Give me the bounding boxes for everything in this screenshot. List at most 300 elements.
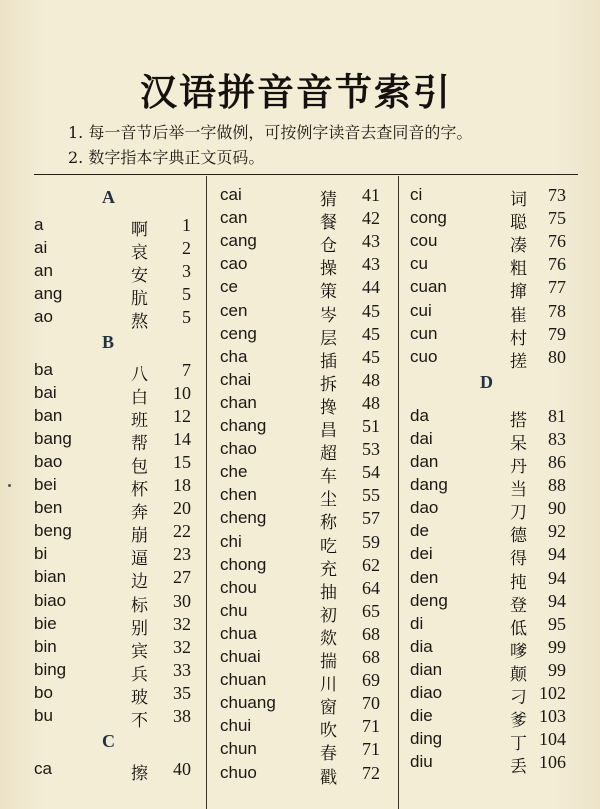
pinyin-syllable: ai	[34, 237, 48, 257]
usage-note-1: 1. 每一音节后举一字做例，可按例字读音去查同音的字。	[68, 123, 473, 142]
page-number: 44	[362, 277, 380, 298]
pinyin-syllable: cai	[220, 185, 242, 204]
pinyin-syllable: chen	[220, 485, 257, 505]
index-entry-ding	[410, 729, 570, 755]
page-number: 71	[362, 716, 380, 737]
example-character: 登	[510, 595, 527, 616]
column-divider-1	[206, 176, 207, 809]
page-number: 75	[548, 208, 566, 229]
example-character: 村	[510, 328, 527, 349]
index-entry-can	[220, 208, 384, 234]
page-number: 33	[173, 659, 191, 680]
pinyin-syllable: chan	[220, 392, 257, 412]
page-title: 汉语拼音音节索引	[140, 71, 452, 114]
page-number: 72	[362, 762, 380, 783]
page-number: 86	[548, 452, 566, 472]
example-character: 充	[320, 559, 337, 580]
usage-note-2: 2. 数字指本字典正文页码。	[68, 148, 265, 167]
pinyin-syllable: chui	[220, 716, 252, 736]
index-entry-diao	[410, 683, 570, 706]
example-character: 嗲	[510, 641, 527, 662]
index-entry-ban	[34, 406, 194, 429]
page-number: 42	[362, 208, 380, 229]
index-entry-chai	[220, 370, 384, 393]
page-number: 27	[173, 567, 191, 588]
example-character: 当	[510, 480, 527, 501]
page-number: 15	[173, 451, 191, 472]
index-entry-dei	[410, 544, 570, 570]
example-character: 杯	[131, 480, 148, 500]
pinyin-syllable: chua	[220, 623, 257, 643]
index-entry-cen	[220, 301, 384, 324]
pinyin-syllable: den	[410, 567, 439, 587]
pinyin-syllable: che	[220, 462, 248, 482]
example-character: 崩	[131, 526, 148, 547]
pinyin-syllable: dan	[410, 452, 439, 471]
page-number: 102	[539, 683, 566, 703]
index-entry-chen	[220, 485, 384, 511]
pinyin-syllable: ben	[34, 498, 63, 518]
pinyin-syllable: dia	[410, 636, 433, 656]
pinyin-syllable: chou	[220, 577, 257, 597]
index-entry-ben	[34, 498, 194, 524]
pinyin-syllable: bei	[34, 475, 57, 494]
index-entry-beng	[34, 521, 194, 547]
example-character: 丢	[510, 757, 527, 778]
page-number: 30	[173, 590, 191, 611]
pinyin-syllable: dian	[410, 659, 443, 679]
pinyin-syllable: ao	[34, 306, 53, 326]
example-character: 刀	[510, 503, 527, 524]
index-entry-cao	[220, 254, 384, 280]
page-number: 48	[362, 369, 380, 390]
example-character: 窗	[320, 698, 337, 719]
example-character: 奔	[131, 503, 148, 524]
example-character: 德	[510, 526, 527, 547]
index-entry-dai	[410, 429, 570, 452]
index-entry-bie	[34, 614, 194, 637]
pinyin-syllable: ba	[34, 359, 53, 379]
example-character: 川	[320, 675, 337, 696]
example-character: 低	[510, 618, 527, 639]
example-character: 仓	[320, 236, 337, 257]
page-number: 70	[362, 693, 380, 714]
page-number: 38	[173, 706, 191, 726]
index-entry-cuo	[410, 347, 570, 370]
index-entry-ba	[34, 360, 194, 383]
index-entry-chi	[220, 532, 384, 555]
pinyin-syllable: ding	[410, 729, 443, 749]
example-character: 别	[131, 618, 148, 639]
example-character: 肮	[131, 288, 148, 309]
pinyin-syllable: an	[34, 260, 53, 280]
pinyin-syllable: cu	[410, 254, 428, 274]
index-entry-chao	[220, 439, 384, 465]
page-number: 40	[173, 758, 191, 779]
pinyin-syllable: chuo	[220, 762, 257, 782]
pinyin-syllable: bian	[34, 567, 67, 587]
example-character: 层	[320, 328, 337, 349]
pinyin-syllable: diao	[410, 683, 443, 702]
example-character: 超	[320, 444, 337, 465]
example-character: 聪	[510, 213, 527, 234]
pinyin-syllable: dai	[410, 428, 433, 448]
pinyin-syllable: cuo	[410, 346, 438, 366]
page-number: 10	[173, 382, 191, 403]
page-number: 94	[548, 544, 566, 565]
example-character: 边	[131, 572, 148, 593]
index-entry-cong	[410, 208, 570, 234]
example-character: 吃	[320, 536, 337, 557]
example-character: 宾	[131, 641, 148, 662]
section-letter-a: A	[102, 187, 115, 207]
page-number: 62	[362, 554, 380, 575]
pinyin-syllable: chi	[220, 531, 242, 551]
index-entry-chang	[220, 416, 384, 439]
pinyin-syllable: chai	[220, 369, 252, 389]
page-number: 1	[182, 214, 191, 235]
page-number: 65	[362, 600, 380, 621]
page-number: 90	[548, 498, 566, 519]
index-entry-ce	[220, 277, 384, 303]
example-character: 搓	[510, 351, 527, 372]
index-entry-cun	[410, 324, 570, 347]
pinyin-syllable: ang	[34, 283, 63, 303]
example-character: 插	[320, 351, 337, 372]
example-character: 爹	[510, 711, 527, 732]
page-number: 57	[362, 508, 380, 529]
page-number: 43	[362, 254, 380, 275]
page-number: 5	[182, 283, 191, 304]
pinyin-syllable: chuan	[220, 670, 267, 690]
section-letter-b: B	[102, 332, 115, 352]
example-character: 词	[510, 190, 527, 210]
example-character: 刁	[510, 688, 527, 708]
example-character: 搭	[510, 410, 527, 431]
index-entry-che	[220, 462, 384, 488]
pinyin-syllable: biao	[34, 590, 67, 610]
index-entry-bian	[34, 567, 194, 593]
pinyin-syllable: de	[410, 521, 429, 541]
index-entry-chua	[220, 624, 384, 647]
index-entry-cang	[220, 231, 384, 257]
index-entry-chuai	[220, 647, 384, 670]
pinyin-syllable: ci	[410, 185, 423, 204]
index-entry-ang	[34, 284, 194, 307]
index-entry-da	[410, 406, 570, 429]
example-character: 帮	[131, 433, 148, 454]
page-number: 41	[362, 185, 380, 205]
page-number: 73	[548, 185, 566, 205]
index-entry-bi	[34, 544, 194, 570]
pinyin-syllable: cui	[410, 300, 432, 320]
pinyin-syllable: bin	[34, 636, 57, 656]
index-entry-cu	[410, 254, 570, 280]
example-character: 丹	[510, 457, 527, 477]
example-character: 熬	[131, 311, 148, 332]
pinyin-syllable: bang	[34, 428, 72, 448]
pinyin-syllable: ce	[220, 277, 238, 297]
example-character: 揣	[320, 652, 337, 672]
index-entry-ci	[410, 185, 570, 208]
pinyin-syllable: cong	[410, 208, 447, 228]
page-number: 18	[173, 475, 191, 495]
example-character: 春	[320, 744, 337, 765]
pinyin-syllable: diu	[410, 752, 433, 772]
pinyin-syllable: da	[410, 405, 429, 425]
index-entry-bei	[34, 475, 194, 498]
example-character: 得	[510, 549, 527, 570]
pinyin-syllable: bai	[34, 382, 57, 402]
index-entry-bai	[34, 383, 194, 406]
pinyin-syllable: chuang	[220, 693, 276, 713]
index-entry-de	[410, 521, 570, 547]
page-number: 7	[182, 359, 191, 380]
index-entry-dang	[410, 475, 570, 501]
index-entry-cheng	[220, 508, 384, 534]
example-character: 扽	[510, 572, 527, 593]
index-entry-chuang	[220, 693, 384, 719]
pinyin-syllable: die	[410, 706, 433, 726]
page-number: 94	[548, 567, 566, 588]
example-character: 操	[320, 259, 337, 280]
example-character: 猜	[320, 190, 337, 210]
page-number: 23	[173, 544, 191, 565]
page-number: 20	[173, 498, 191, 519]
index-entry-biao	[34, 591, 194, 614]
page-number: 32	[173, 636, 191, 657]
index-entry-chuo	[220, 763, 384, 786]
column-divider-2	[398, 176, 399, 809]
page-number: 103	[539, 706, 566, 727]
page-number: 83	[548, 428, 566, 449]
page-number: 76	[548, 231, 566, 252]
page-number: 22	[173, 521, 191, 542]
example-character: 逼	[131, 549, 148, 570]
page-number: 45	[362, 300, 380, 321]
pinyin-syllable: cang	[220, 231, 257, 251]
index-entry-chong	[220, 555, 384, 578]
example-character: 白	[131, 387, 148, 408]
page-number: 2	[182, 237, 191, 258]
page-number: 64	[362, 577, 380, 598]
page-number: 53	[362, 439, 380, 460]
index-entry-bo	[34, 683, 194, 706]
pinyin-syllable: cheng	[220, 508, 267, 528]
example-character: 戳	[320, 767, 337, 788]
page-number: 5	[182, 306, 191, 327]
pinyin-syllable: chuai	[220, 647, 261, 666]
example-character: 粗	[510, 259, 527, 280]
index-entry-bing	[34, 660, 194, 683]
index-entry-dao	[410, 498, 570, 524]
index-entry-bao	[34, 452, 194, 475]
page-number: 12	[173, 405, 191, 426]
page-number: 59	[362, 531, 380, 552]
page-number: 3	[182, 260, 191, 281]
index-entry-cuan	[410, 277, 570, 303]
pinyin-syllable: chang	[220, 416, 267, 435]
page-number: 78	[548, 300, 566, 321]
page-number: 45	[362, 323, 380, 344]
margin-speck	[8, 484, 11, 487]
index-entry-chui	[220, 716, 384, 742]
index-entry-diu	[410, 752, 570, 778]
example-character: 班	[131, 410, 148, 431]
page-number: 71	[362, 739, 380, 760]
page-number: 99	[548, 636, 566, 657]
page-number: 32	[173, 613, 191, 634]
index-entry-dian	[410, 660, 570, 683]
example-character: 初	[320, 605, 337, 626]
page-number: 51	[362, 416, 380, 436]
pinyin-syllable: bi	[34, 544, 48, 564]
page-number: 106	[539, 752, 566, 773]
index-entry-cai	[220, 185, 384, 208]
example-character: 称	[320, 513, 337, 534]
page-number: 55	[362, 485, 380, 506]
example-character: 玻	[131, 687, 148, 708]
page-number: 99	[548, 659, 566, 680]
example-character: 呆	[510, 433, 527, 454]
pinyin-syllable: beng	[34, 521, 72, 541]
example-character: 昌	[320, 421, 337, 441]
pinyin-syllable: cen	[220, 300, 248, 320]
example-character: 颠	[510, 664, 527, 685]
example-character: 崔	[510, 305, 527, 326]
page-number: 14	[173, 428, 191, 449]
page-number: 104	[539, 729, 566, 750]
index-entry-deng	[410, 591, 570, 614]
page-number: 79	[548, 323, 566, 344]
pinyin-syllable: bao	[34, 451, 63, 471]
pinyin-syllable: deng	[410, 590, 448, 610]
example-character: 凑	[510, 236, 527, 257]
pinyin-syllable: chong	[220, 554, 267, 574]
pinyin-syllable: dang	[410, 475, 448, 495]
pinyin-syllable: bo	[34, 682, 53, 702]
index-entry-chuan	[220, 670, 384, 696]
page-number: 69	[362, 670, 380, 691]
index-entry-cou	[410, 231, 570, 257]
page-number: 92	[548, 521, 566, 542]
index-entry-bin	[34, 637, 194, 660]
index-entry-chu	[220, 601, 384, 624]
example-character: 安	[131, 265, 148, 286]
index-entry-dan	[410, 452, 570, 475]
example-character: 拆	[320, 374, 337, 395]
page-number: 68	[362, 647, 380, 667]
index-entry-di	[410, 614, 570, 637]
example-character: 岑	[320, 305, 337, 326]
page-number: 94	[548, 590, 566, 611]
index-entry-an	[34, 261, 194, 284]
index-entry-a	[34, 215, 194, 238]
index-entry-chun	[220, 739, 384, 765]
index-entry-chou	[220, 578, 384, 601]
example-character: 餐	[320, 213, 337, 234]
page-number: 68	[362, 623, 380, 644]
page-number: 76	[548, 254, 566, 275]
index-entry-ceng	[220, 324, 384, 347]
index-entry-ai	[34, 238, 194, 261]
example-character: 策	[320, 282, 337, 303]
example-character: 尘	[320, 490, 337, 511]
page-number: 43	[362, 231, 380, 252]
pinyin-syllable: dao	[410, 498, 439, 518]
example-character: 八	[131, 364, 148, 385]
example-character: 哀	[131, 242, 148, 263]
usage-notes	[68, 120, 588, 170]
example-character: 搀	[320, 397, 337, 418]
pinyin-syllable: can	[220, 208, 248, 228]
index-entry-den	[410, 568, 570, 591]
example-character: 丁	[510, 734, 527, 755]
index-entry-cha	[220, 347, 384, 370]
page-number: 80	[548, 346, 566, 367]
index-entry-bang	[34, 429, 194, 452]
pinyin-syllable: cou	[410, 231, 438, 251]
example-character: 抽	[320, 582, 337, 603]
example-character: 撺	[510, 282, 527, 303]
index-entry-ca	[34, 759, 194, 782]
example-character: 吹	[320, 721, 337, 742]
page-number: 88	[548, 475, 566, 496]
index-entry-bu	[34, 706, 194, 729]
pinyin-syllable: ceng	[220, 323, 257, 343]
section-letter-c: C	[102, 731, 115, 752]
pinyin-syllable: dei	[410, 544, 433, 564]
pinyin-syllable: chao	[220, 439, 257, 459]
header-rule	[34, 174, 578, 175]
page-number: 81	[548, 405, 566, 426]
example-character: 擦	[131, 763, 148, 784]
example-character: 欻	[320, 628, 337, 649]
section-letter-d: D	[480, 371, 493, 392]
example-character: 啊	[131, 219, 148, 240]
pinyin-syllable: ban	[34, 405, 63, 425]
page-number: 54	[362, 462, 380, 483]
pinyin-syllable: bu	[34, 706, 53, 725]
pinyin-syllable: bing	[34, 659, 67, 679]
page-number: 45	[362, 346, 380, 367]
pinyin-syllable: chu	[220, 600, 248, 620]
index-entry-cui	[410, 301, 570, 324]
page-number: 35	[173, 682, 191, 703]
index-entry-ao	[34, 307, 194, 330]
page-number: 95	[548, 613, 566, 634]
pinyin-syllable: ca	[34, 758, 52, 778]
page-number: 48	[362, 392, 380, 413]
index-entry-chan	[220, 393, 384, 416]
pinyin-syllable: a	[34, 214, 44, 234]
index-entry-dia	[410, 637, 570, 660]
index-entry-die	[410, 706, 570, 732]
pinyin-syllable: cao	[220, 254, 248, 274]
pinyin-syllable: di	[410, 613, 424, 633]
pinyin-syllable: chun	[220, 739, 257, 759]
pinyin-syllable: cuan	[410, 277, 447, 297]
pinyin-syllable: bie	[34, 613, 57, 633]
pinyin-syllable: cun	[410, 323, 438, 343]
pinyin-syllable: cha	[220, 346, 248, 366]
example-character: 包	[131, 456, 148, 477]
example-character: 标	[131, 595, 148, 616]
example-character: 不	[131, 711, 148, 731]
example-character: 兵	[131, 664, 148, 685]
example-character: 车	[320, 467, 337, 488]
page-number: 77	[548, 277, 566, 298]
